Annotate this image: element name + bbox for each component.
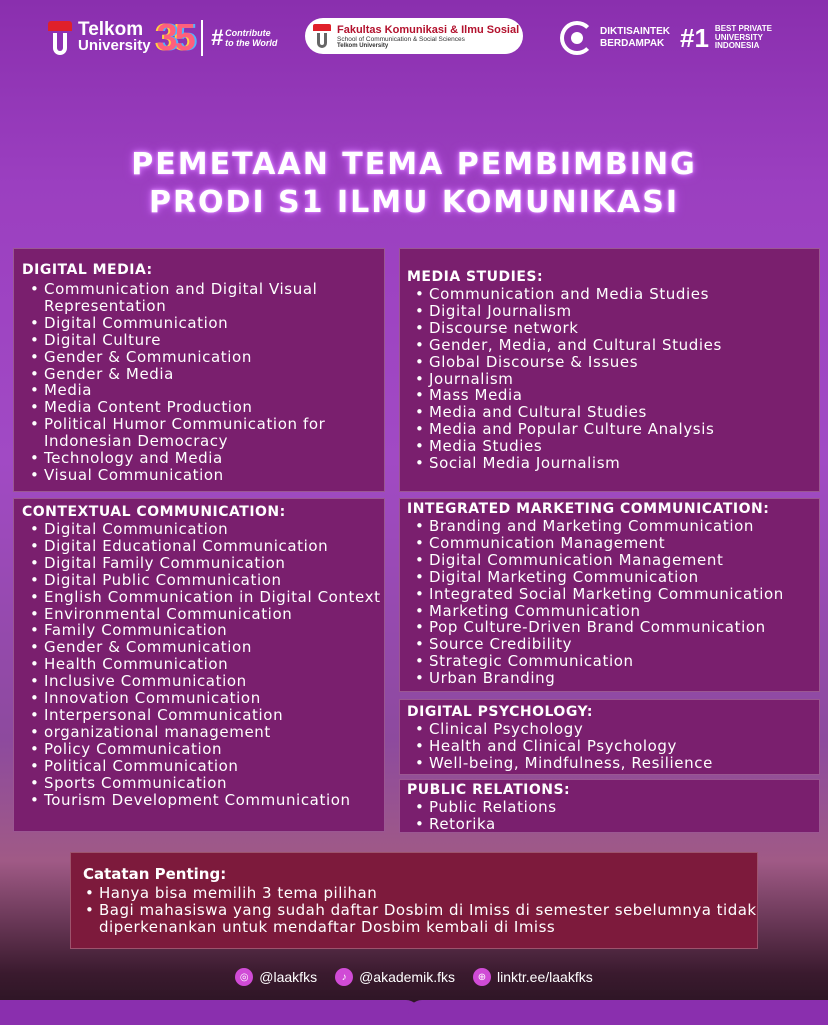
rank-line2: UNIVERSITY bbox=[714, 32, 763, 42]
topic-item: • Digital Communication Management bbox=[407, 552, 819, 569]
tiktok-icon: ♪ bbox=[335, 968, 353, 986]
bottom-decoration-right bbox=[408, 1000, 828, 1025]
rank-number: #1 bbox=[680, 22, 709, 53]
category-media-studies bbox=[399, 248, 820, 492]
berdampak-text: BERDAMPAK bbox=[600, 38, 665, 49]
title-line2: PRODI S1 ILMU KOMUNIKASI bbox=[148, 185, 680, 220]
instagram-icon: ◎ bbox=[235, 968, 253, 986]
topic-item: • Clinical Psychology bbox=[407, 721, 819, 738]
bottom-decoration-left bbox=[0, 1000, 420, 1025]
note-item: • Bagi mahasiswa yang sudah daftar Dosbim di Imiss di semester sebelumnya tidak diperkenankan untuk mendaftar Dosbim kembali di Imiss bbox=[83, 902, 757, 936]
topic-item: • Discourse network bbox=[407, 320, 819, 337]
topic-item: • Digital Family Communication bbox=[22, 555, 384, 572]
topic-item: • Marketing Communication bbox=[407, 603, 819, 620]
topic-item: • Media Studies bbox=[407, 438, 819, 455]
topic-item: • Integrated Social Marketing Communication bbox=[407, 586, 819, 603]
tagline-line2: to the World bbox=[225, 38, 278, 48]
topic-item: • Tourism Development Communication bbox=[22, 792, 384, 809]
topic-item: • Journalism bbox=[407, 371, 819, 388]
category-heading: INTEGRATED MARKETING COMMUNICATION: bbox=[407, 501, 770, 517]
topic-item: • Global Discourse & Issues bbox=[407, 354, 819, 371]
linktree-link[interactable] bbox=[473, 968, 593, 986]
topic-item: • Digital Communication bbox=[22, 521, 384, 538]
topic-list bbox=[407, 286, 819, 472]
faculty-name: Fakultas Komunikasi & Ilmu Sosial bbox=[337, 23, 520, 36]
topic-item: • Sports Communication bbox=[22, 775, 384, 792]
topic-item: • Social Media Journalism bbox=[407, 455, 819, 472]
topic-item: • Digital Culture bbox=[22, 332, 384, 349]
tiktok-handle: @akademik.fks bbox=[359, 969, 455, 985]
faculty-university: Telkom University bbox=[337, 42, 389, 49]
category-integrated-marketing-communication bbox=[399, 498, 820, 692]
tagline-line1: Contribute bbox=[225, 28, 271, 38]
category-digital-media bbox=[13, 248, 385, 492]
topic-item: • Political Communication bbox=[22, 758, 384, 775]
rank-line3: INDONESIA bbox=[714, 41, 760, 51]
header-logos bbox=[0, 0, 828, 80]
topic-item: • Public Relations bbox=[407, 799, 819, 816]
page-title bbox=[0, 146, 828, 222]
note-item: • Hanya bisa memilih 3 tema pilihan bbox=[83, 885, 757, 902]
topic-item: • Political Humor Communication for Indonesian Democracy bbox=[22, 416, 384, 450]
important-note bbox=[70, 852, 758, 949]
category-heading: PUBLIC RELATIONS: bbox=[407, 782, 571, 798]
telkom-text: Telkom bbox=[78, 19, 144, 40]
topic-item: • Digital Communication bbox=[22, 315, 384, 332]
topic-item: • organizational management bbox=[22, 724, 384, 741]
anniversary-35-logo: 35 bbox=[156, 16, 193, 59]
topic-list bbox=[407, 518, 819, 687]
hashtag-symbol: # bbox=[210, 25, 224, 50]
topic-item: • Media and Cultural Studies bbox=[407, 404, 819, 421]
topic-item: • Media Content Production bbox=[22, 399, 384, 416]
telkom-logo-icon bbox=[48, 21, 72, 55]
topic-item: • Gender, Media, and Cultural Studies bbox=[407, 337, 819, 354]
category-heading: DIGITAL PSYCHOLOGY: bbox=[407, 704, 594, 720]
title-line1: PEMETAAN TEMA PEMBIMBING bbox=[131, 147, 697, 182]
tiktok-link[interactable] bbox=[335, 968, 455, 986]
topic-item: • Urban Branding bbox=[407, 670, 819, 687]
logo-divider bbox=[201, 20, 203, 56]
category-heading: MEDIA STUDIES: bbox=[407, 269, 544, 285]
topic-item: • Health Communication bbox=[22, 656, 384, 673]
topic-item: • English Communication in Digital Context bbox=[22, 589, 384, 606]
university-text: University bbox=[78, 37, 151, 54]
contribute-tagline bbox=[211, 25, 278, 51]
topic-list bbox=[407, 799, 819, 833]
topic-item: • Health and Clinical Psychology bbox=[407, 738, 819, 755]
telkom-university-logo bbox=[48, 16, 278, 60]
topic-item: • Gender & Media bbox=[22, 366, 384, 383]
topic-item: • Inclusive Communication bbox=[22, 673, 384, 690]
faculty-logo-pill bbox=[305, 18, 523, 54]
category-public-relations bbox=[399, 779, 820, 833]
partner-logos bbox=[560, 18, 790, 58]
topic-item: • Innovation Communication bbox=[22, 690, 384, 707]
topic-item: • Visual Communication bbox=[22, 467, 384, 484]
topic-item: • Communication and Digital Visual Representation bbox=[22, 281, 384, 315]
topic-item: • Digital Public Communication bbox=[22, 572, 384, 589]
topic-item: • Digital Marketing Communication bbox=[407, 569, 819, 586]
topic-item: • Mass Media bbox=[407, 387, 819, 404]
topic-item: • Technology and Media bbox=[22, 450, 384, 467]
topic-item: • Digital Journalism bbox=[407, 303, 819, 320]
topic-item: • Well-being, Mindfulness, Resilience bbox=[407, 755, 819, 772]
topic-item: • Media and Popular Culture Analysis bbox=[407, 421, 819, 438]
topic-item: • Gender & Communication bbox=[22, 349, 384, 366]
globe-icon: ⊕ bbox=[473, 968, 491, 986]
topic-item: • Branding and Marketing Communication bbox=[407, 518, 819, 535]
topic-list bbox=[407, 721, 819, 772]
topic-item: • Communication and Media Studies bbox=[407, 286, 819, 303]
note-heading: Catatan Penting: bbox=[83, 865, 227, 883]
topic-item: • Environmental Communication bbox=[22, 606, 384, 623]
category-contextual-communication bbox=[13, 498, 385, 832]
topic-item: • Family Communication bbox=[22, 622, 384, 639]
topic-item: • Policy Communication bbox=[22, 741, 384, 758]
topic-item: • Media bbox=[22, 382, 384, 399]
note-list bbox=[83, 885, 757, 936]
topic-item: • Digital Educational Communication bbox=[22, 538, 384, 555]
instagram-handle: @laakfks bbox=[259, 969, 318, 985]
diktisaintek-text: DIKTISAINTEK bbox=[600, 26, 670, 37]
instagram-link[interactable] bbox=[235, 968, 317, 986]
faculty-english-name: School of Communication & Social Sciences bbox=[337, 35, 465, 43]
diktisaintek-icon bbox=[560, 21, 594, 55]
topic-item: • Interpersonal Communication bbox=[22, 707, 384, 724]
category-heading: CONTEXTUAL COMMUNICATION: bbox=[22, 504, 286, 520]
category-heading: DIGITAL MEDIA: bbox=[22, 262, 153, 278]
linktree-url: linktr.ee/laakfks bbox=[497, 969, 593, 985]
topic-list bbox=[22, 281, 384, 484]
rank-line1: BEST PRIVATE bbox=[714, 24, 772, 34]
faculty-logo-icon bbox=[313, 24, 331, 48]
topic-item: • Pop Culture-Driven Brand Communication bbox=[407, 619, 819, 636]
topic-item: • Retorika bbox=[407, 816, 819, 833]
topic-list bbox=[22, 521, 384, 808]
topic-item: • Strategic Communication bbox=[407, 653, 819, 670]
topic-item: • Communication Management bbox=[407, 535, 819, 552]
footer-socials bbox=[0, 962, 828, 992]
topic-item: • Source Credibility bbox=[407, 636, 819, 653]
topic-item: • Gender & Communication bbox=[22, 639, 384, 656]
category-digital-psychology bbox=[399, 699, 820, 775]
